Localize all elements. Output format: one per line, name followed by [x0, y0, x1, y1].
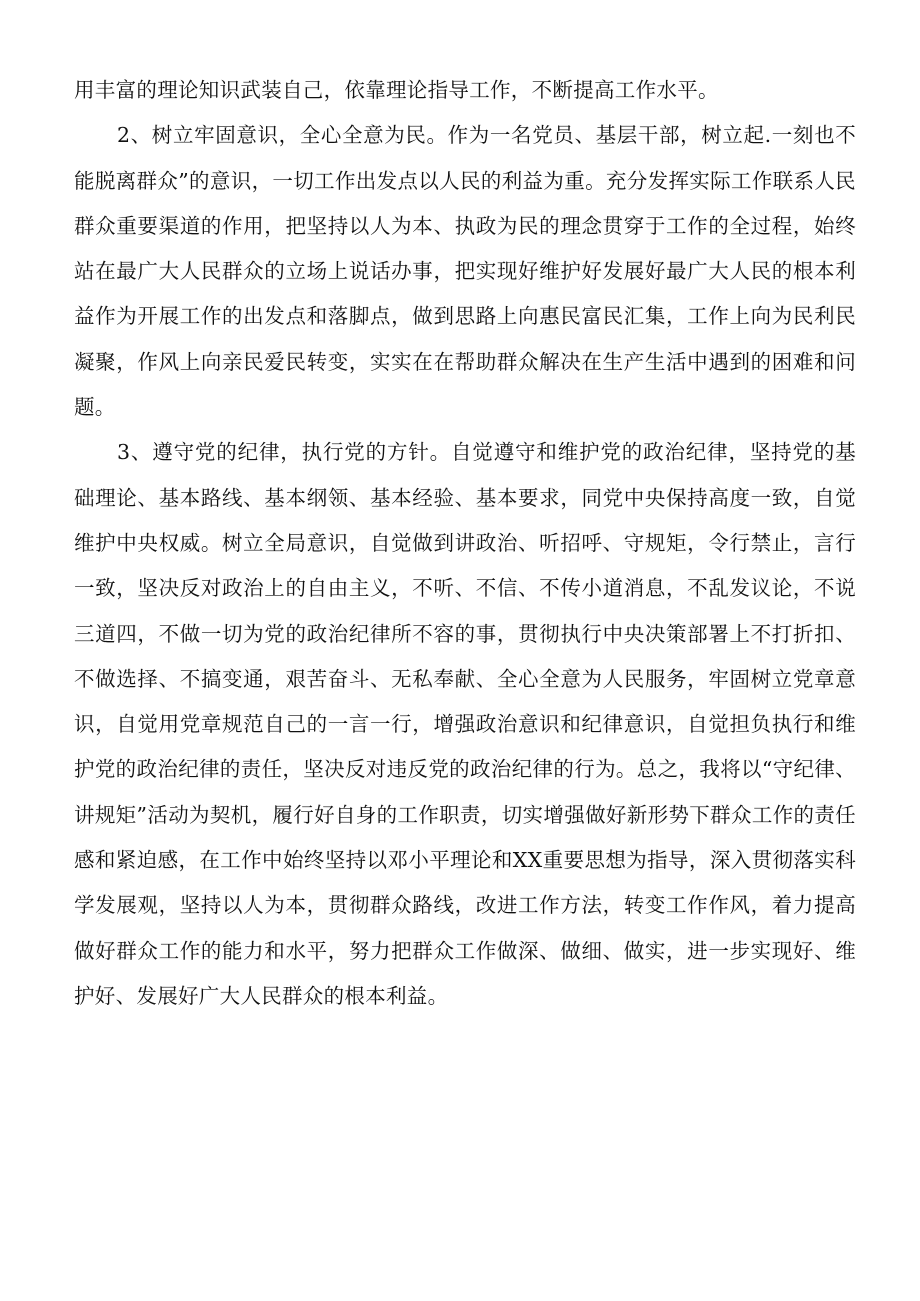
- paragraph-item-2: 2、树立牢固意识，全心全意为民。作为一名党员、基层干部，树立起.一刻也不能脱离群众”的意识，一切工作出发点以人民的利益为重。充分发挥实际工作联系人民群众重要渠道的作用，把坚持以人为本、执政为民的理念贯穿于工作的全过程，始终站在最广大人民群众的立场上说话办事，把实现好维护好发展好最广大人民的根本利益作为开展工作的出发点和落脚点，做到思路上向惠民富民汇集，工作上向为民利民凝聚，作风上向亲民爱民转变，实实在在帮助群众解决在生产生活中遇到的困难和问题。: [74, 123, 856, 420]
- paragraph-continuation: 用丰富的理论知识武装自己，依靠理论指导工作，不断提高工作水平。: [74, 78, 719, 102]
- paragraph-item-3: 3、遵守党的纪律，执行党的方针。自觉遵守和维护党的政治纪律，坚持党的基础理论、基本路线、基本纲领、基本经验、基本要求，同党中央保持高度一致，自觉维护中央权威。树立全局意识，自觉做到讲政治、听招呼、守规矩，令行禁止，言行一致，坚决反对政治上的自由主义，不听、不信、不传小道消息，不乱发议论，不说三道四，不做一切为党的政治纪律所不容的事，贯彻执行中央决策部署上不打折扣、不做选择、不搞变通，艰苦奋斗、无私奉献、全心全意为人民服务，牢固树立党章意识，自觉用党章规范自己的一言一行，增强政治意识和纪律意识，自觉担负执行和维护党的政治纪律的责任，坚决反对违反党的政治纪律的行为。总之，我将以“守纪律、讲规矩”活动为契机，履行好自身的工作职责，切实增强做好新形势下群众工作的责任感和紧迫感，在工作中始终坚持以邓小平理论和XX重要思想为指导，深入贯彻落实科学发展观，坚持以人为本，贯彻群众路线，改进工作方法，转变工作作风，着力提高做好群众工作的能力和水平，努力把群众工作做深、做细、做实，进一步实现好、维护好、发展好广大人民群众的根本利益。: [74, 440, 856, 1008]
- document-page: [74, 68, 856, 1019]
